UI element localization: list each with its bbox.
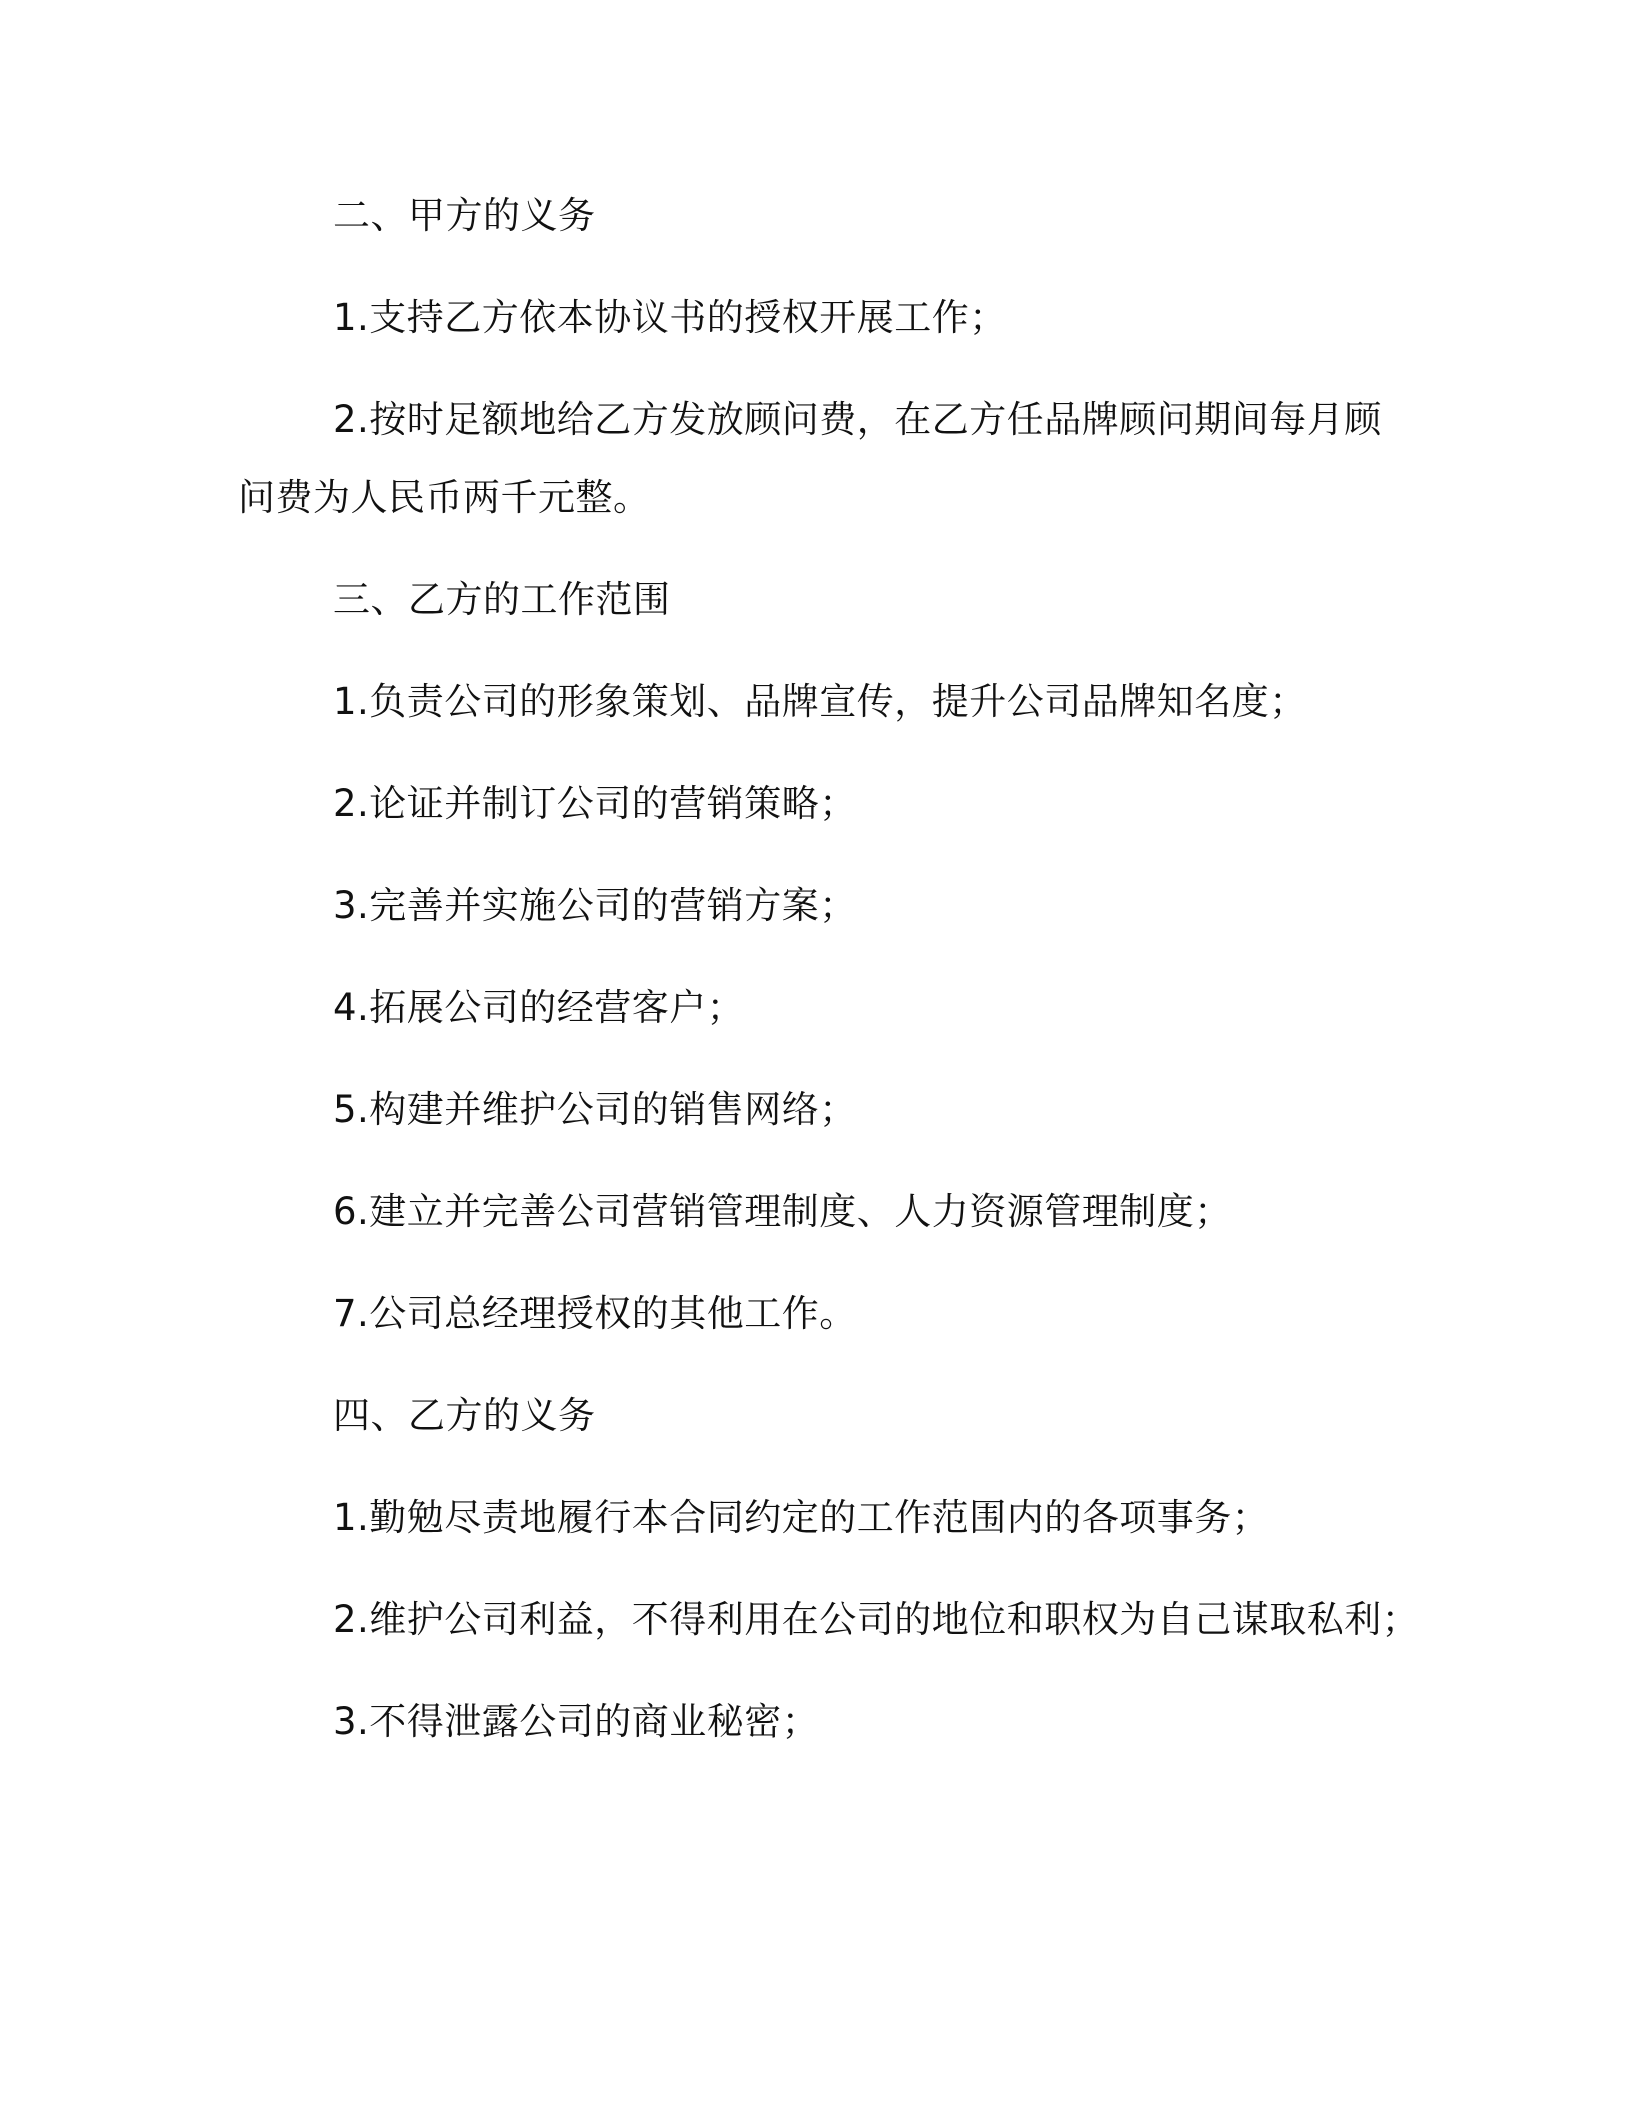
paragraph-duty-item-2: 2.维护公司利益，不得利用在公司的地位和职权为自己谋取私利； [333, 1598, 1420, 1641]
paragraph-consulting-fee-line1: 2.按时足额地给乙方发放顾问费，在乙方任品牌顾问期间每月顾 [333, 398, 1382, 441]
paragraph-duty-item-3: 3.不得泄露公司的商业秘密； [333, 1700, 820, 1743]
paragraph-duty-item-1: 1.勤勉尽责地履行本合同约定的工作范围内的各项事务； [333, 1496, 1270, 1539]
section-heading-obligations-party-a: 二、甲方的义务 [333, 194, 596, 237]
paragraph-scope-item-3: 3.完善并实施公司的营销方案； [333, 884, 857, 927]
paragraph-scope-item-4: 4.拓展公司的经营客户； [333, 986, 745, 1029]
paragraph-scope-item-5: 5.构建并维护公司的销售网络； [333, 1088, 857, 1131]
paragraph-scope-item-6: 6.建立并完善公司营销管理制度、人力资源管理制度； [333, 1190, 1232, 1233]
paragraph-support-authorization: 1.支持乙方依本协议书的授权开展工作； [333, 296, 1007, 339]
paragraph-consulting-fee-line2: 问费为人民币两千元整。 [238, 476, 651, 519]
paragraph-scope-item-7: 7.公司总经理授权的其他工作。 [333, 1292, 857, 1335]
section-heading-work-scope: 三、乙方的工作范围 [333, 578, 671, 621]
paragraph-scope-item-2: 2.论证并制订公司的营销策略； [333, 782, 857, 825]
section-heading-obligations-party-b: 四、乙方的义务 [333, 1394, 596, 1437]
paragraph-scope-item-1: 1.负责公司的形象策划、品牌宣传，提升公司品牌知名度； [333, 680, 1307, 723]
